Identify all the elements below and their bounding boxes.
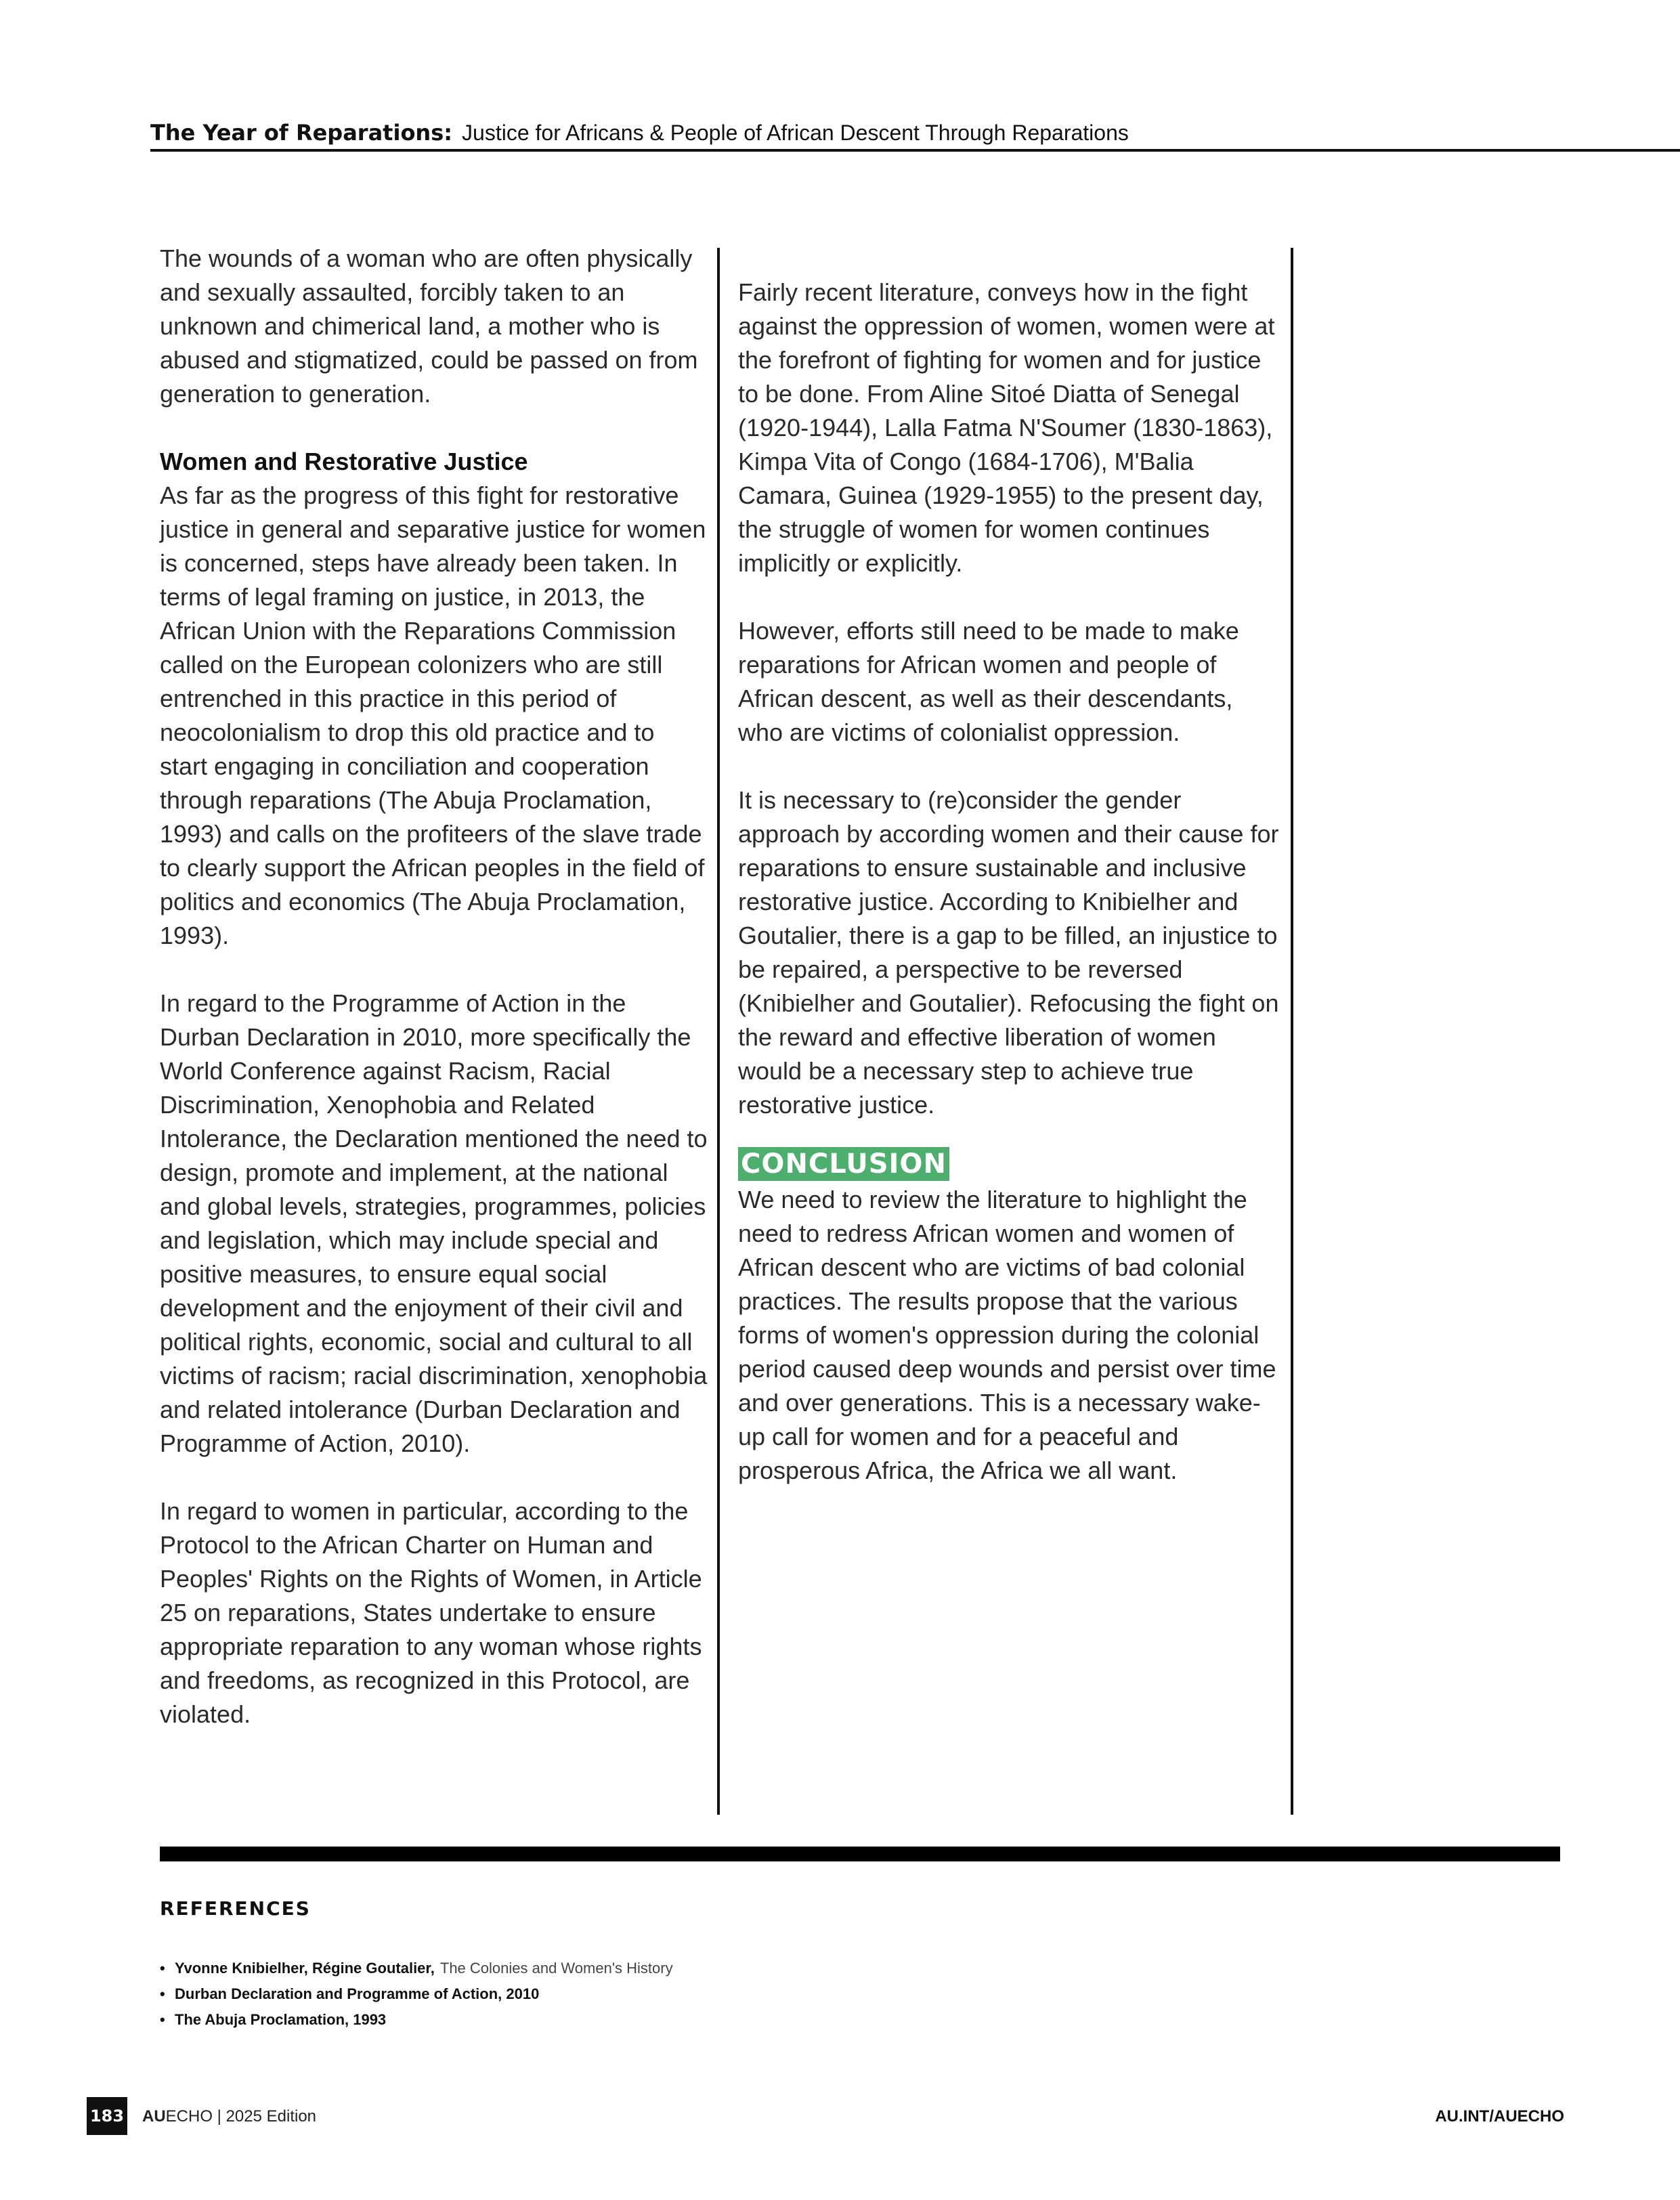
column-divider — [1291, 248, 1293, 1815]
reference-author: The Abuja Proclamation, 1993 — [175, 2011, 387, 2028]
bullet-icon: • — [160, 2011, 165, 2028]
article-column-right — [738, 276, 1280, 1488]
bullet-icon: • — [160, 1960, 165, 1977]
reference-title: The Colonies and Women's History — [439, 1960, 673, 1977]
brand-au: AU — [142, 2107, 166, 2126]
header-line — [150, 119, 1680, 146]
references-title: REFERENCES — [160, 1897, 311, 1920]
article-column-left — [160, 242, 708, 1731]
section-restorative-justice — [160, 445, 708, 953]
header-subtitle: Justice for Africans & People of African Descent Through Reparations — [462, 121, 1129, 145]
body-paragraph: As far as the progress of this fight for restorative justice in general and separative justice for women is concerned, steps have already been taken. In terms of legal framing on justice, in 2013, the African Union with the Reparations Commission called on the European colonizers who are still entrenched in this practice in this period of neocolonialism to drop this old practice and to start engaging in conciliation and cooperation through reparations (The Abuja Proclamation, 1993) and calls on the profiteers of the slave trade to clearly support the African peoples in the field of politics and economics (The Abuja Proclamation, 1993). — [160, 481, 706, 949]
body-paragraph: However, efforts still need to be made to make reparations for African women and people of African descent, as well as their descendants, who are victims of colonialist oppression. — [738, 617, 1239, 746]
column-divider — [717, 248, 720, 1815]
reference-item — [160, 1956, 673, 1981]
conclusion-paragraph: We need to review the literature to highlight the need to redress African women and women of African descent who are victims of bad colonial practices. The results propose that the various forms of women's oppression during the colonial period caused deep wounds and persist over time and over generations. This is a necessary wake-up call for women and for a peaceful and prosperous Africa, the Africa we all want. — [738, 1186, 1276, 1484]
body-paragraph: It is necessary to (re)consider the gender approach by according women and their cause for reparations to ensure sustainable and inclusive restorative justice. According to Knibielher and Goutalier, there is a gap to be filled, an injustice to be repaired, a perspective to be reversed (Knibielher and Goutalier). Refocusing the fight on the reward and effective liberation of women would be a necessary step to achieve true restorative justice. — [738, 786, 1279, 1119]
body-paragraph: In regard to the Programme of Action in the Durban Declaration in 2010, more specifically the World Conference against Racism, Racial Discrimination, Xenophobia and Related Intolerance, the Declaration mentioned the need to design, promote and implement, at the national and global levels, strategies, programmes, policies and legislation, which may include special and positive measures, to ensure equal social development and the enjoyment of their civil and political rights, economic, social and cultural to all victims of racism; racial discrimination, xenophobia and related intolerance (Durban Declaration and Programme of Action, 2010). — [160, 989, 708, 1457]
conclusion-heading-row — [738, 1146, 1280, 1183]
reference-author: Yvonne Knibielher, Régine Goutalier, — [175, 1960, 435, 1977]
footer-brand — [142, 2106, 316, 2128]
header-title: The Year of Reparations: — [150, 120, 453, 146]
conclusion-heading: CONCLUSION — [738, 1147, 949, 1181]
body-paragraph: In regard to women in particular, according to the Protocol to the African Charter on Human and Peoples' Rights on the Rights of Women, in Article 25 on reparations, States undertake to ensure appropriate reparation to any woman whose rights and freedoms, as recognized in this Protocol, are violated. — [160, 1497, 702, 1728]
section-subheading: Women and Restorative Justice — [160, 448, 528, 475]
references-list — [160, 1956, 673, 2033]
bullet-icon: • — [160, 1985, 165, 2002]
reference-item — [160, 2007, 673, 2033]
brand-edition: ECHO | 2025 Edition — [165, 2107, 317, 2126]
reference-author: Durban Declaration and Programme of Action, 2010 — [175, 1985, 540, 2002]
reference-item — [160, 1981, 673, 2007]
page-header — [150, 119, 1680, 152]
footer-url: AU.INT/AUECHO — [1435, 2107, 1564, 2126]
section-rule — [160, 1847, 1560, 1861]
body-paragraph: Fairly recent literature, conveys how in the fight against the oppression of women, women were at the forefront of fighting for women and for justice to be done. From Aline Sitoé Diatta of Senegal (1920-1944), Lalla Fatma N'Soumer (1830-1863), Kimpa Vita of Congo (1684-1706), M'Balia Camara, Guinea (1929-1955) to the present day, the struggle of women for women continues implicitly or explicitly. — [738, 278, 1275, 577]
page-number: 183 — [87, 2097, 127, 2135]
intro-paragraph: The wounds of a woman who are often physically and sexually assaulted, forcibly taken to an unknown and chimerical land, a mother who is abused and stigmatized, could be passed on from generation to generation. — [160, 244, 698, 408]
